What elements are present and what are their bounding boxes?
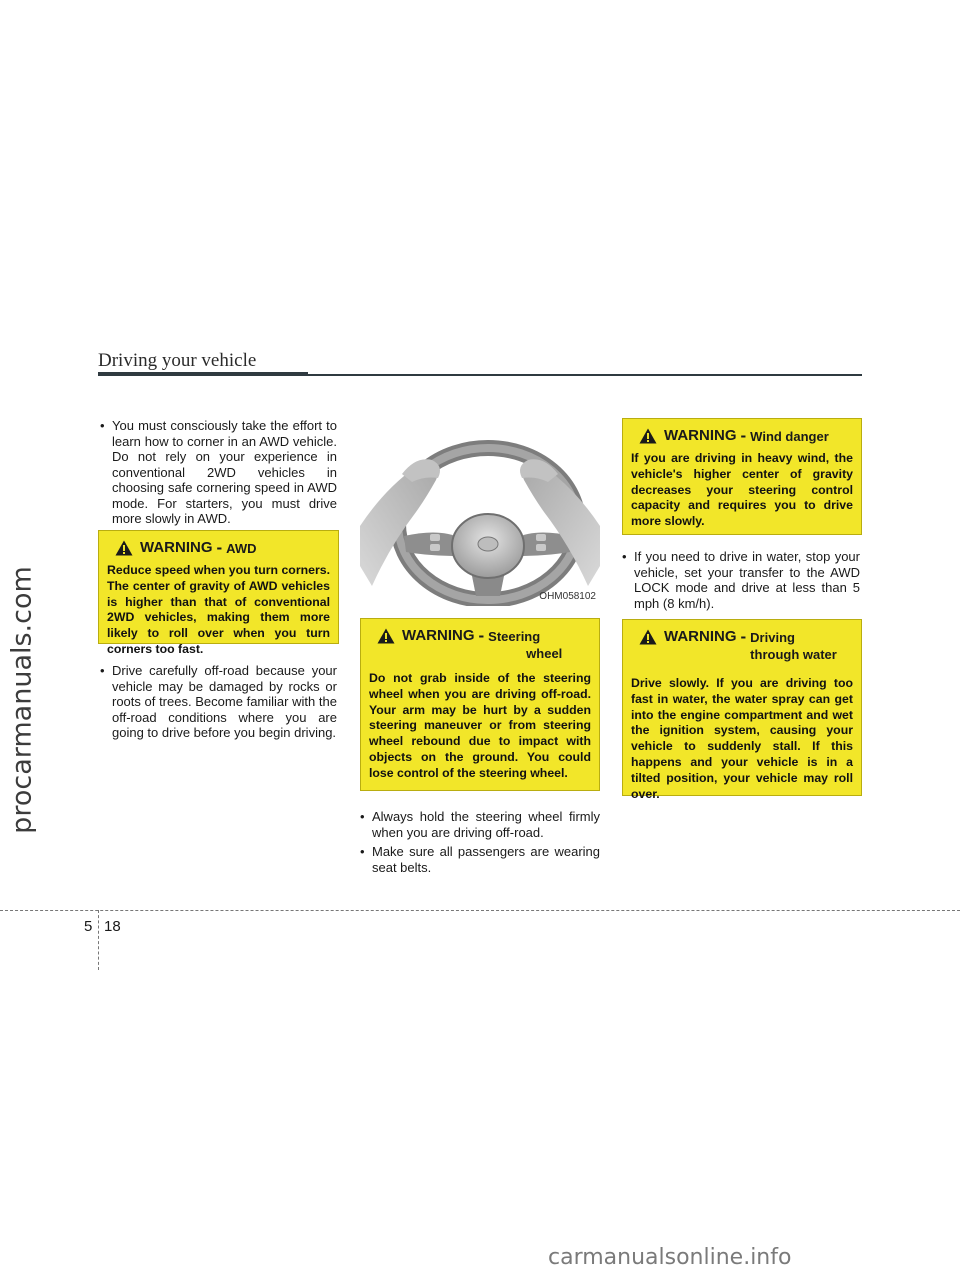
warning-text: Reduce speed when you turn corners. The center of gravity of AWD vehicles is higher than that of conventional 2WD vehicles, making them more likely to roll over when you turn corners too fast. — [107, 563, 330, 656]
list-item: • Make sure all passengers are wearing seat belts. — [360, 844, 600, 875]
warning-dash: - — [478, 626, 485, 645]
watermark — [2, 520, 42, 880]
warning-subject: Wind danger — [750, 429, 829, 444]
warning-triangle-icon — [639, 629, 657, 645]
right-column-bullets — [622, 549, 860, 611]
warning-label: WARNING — [664, 427, 737, 444]
footer-vertical-divider — [98, 910, 99, 970]
warning-text: Drive slowly. If you are driving too fast in water, the water spray can get into the engine compartment and wet the ignition system, causing your vehicle to suddenly stall. If this happens and your vehicle is in a tilted position, your vehicle may roll over. — [631, 676, 853, 801]
figure-code: OHM058102 — [539, 591, 596, 602]
section-title: Driving your vehicle — [98, 350, 257, 371]
steering-wheel-hands-illustration — [360, 416, 600, 606]
warning-subject-line2: wheel — [526, 646, 563, 661]
list-item: • Drive carefully off-road because your vehicle may be damaged by rocks or roots of trees. Become familiar with the off-road conditions where you are going to drive before you begin driving. — [100, 663, 337, 741]
watermark-text: procarmanuals.com — [6, 566, 38, 834]
warning-label: WARNING — [402, 627, 475, 644]
list-item: • If you need to drive in water, stop your vehicle, set your transfer to the AWD LOCK mode and drive at less than 5 mph (8 km/h). — [622, 549, 860, 611]
warning-subject — [488, 628, 562, 662]
warning-header — [639, 427, 853, 451]
warning-box-awd — [98, 530, 339, 656]
header-rule-thick — [98, 372, 308, 376]
warning-subject-line1: Steering — [488, 629, 541, 644]
left-column-bottom — [100, 663, 337, 741]
middle-column-bullets — [360, 809, 600, 875]
site-watermark: carmanualsonline.info — [548, 1245, 792, 1270]
header-rule-thin — [308, 374, 862, 376]
warning-subject — [750, 629, 837, 663]
warning-header — [377, 627, 591, 671]
warning-triangle-icon — [377, 628, 395, 644]
list-item: • Always hold the steering wheel firmly when you are driving off-road. — [360, 809, 600, 840]
warning-dash: - — [740, 627, 747, 646]
warning-subject: AWD — [226, 541, 257, 556]
footer-divider — [0, 910, 960, 911]
page-number: 18 — [104, 918, 121, 935]
warning-dash: - — [216, 538, 223, 557]
warning-header — [639, 628, 853, 676]
warning-triangle-icon — [115, 540, 133, 556]
warning-box-steering — [360, 618, 600, 791]
steering-wheel-figure — [360, 416, 600, 606]
bullet-list — [100, 418, 337, 527]
warning-dash: - — [740, 426, 747, 445]
warning-triangle-icon — [639, 428, 657, 444]
left-column-top — [100, 418, 337, 527]
warning-subject-line2: through water — [750, 647, 837, 662]
bullet-list — [100, 663, 337, 741]
list-item: • You must consciously take the effort to learn how to corner in an AWD vehicle. Do not rely on your experience in conventional 2WD vehicles in choosing safe cornering speed in AWD mode. For starters, you must drive more slowly in AWD. — [100, 418, 337, 527]
bullet-list — [360, 809, 600, 875]
warning-label: WARNING — [140, 539, 213, 556]
warning-text: Do not grab inside of the steering wheel when you are driving off-road. Your arm may be hurt by a sudden steering maneuver or from steering wheel rebound due to impact with objects on the ground. You could lose control of the steering wheel. — [369, 671, 591, 780]
bullet-list — [622, 549, 860, 611]
warning-subject-line1: Driving — [750, 630, 795, 645]
warning-header — [115, 539, 330, 563]
warning-box-water — [622, 619, 862, 801]
warning-text: If you are driving in heavy wind, the vehicle's higher center of gravity decreases your steering control capacity and requires you to drive more slowly. — [631, 451, 853, 529]
warning-label: WARNING — [664, 628, 737, 645]
warning-box-wind — [622, 418, 862, 535]
chapter-number: 5 — [84, 918, 93, 935]
